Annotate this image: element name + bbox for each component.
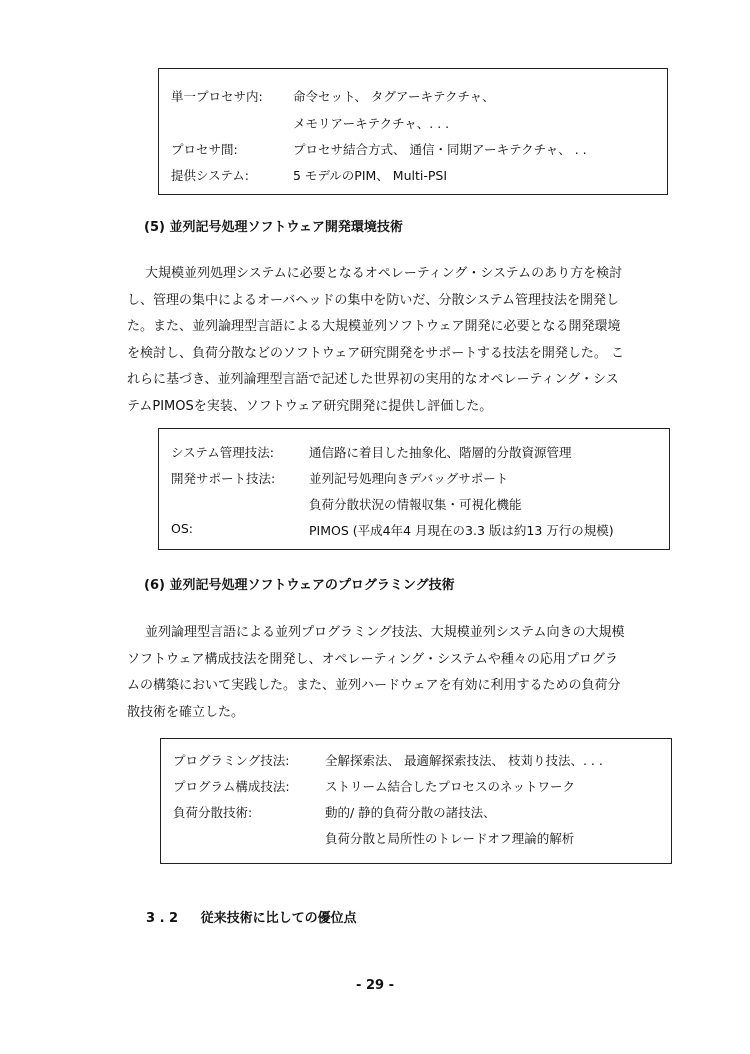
section-paragraph (127, 261, 687, 420)
row-value: 通信路に着目した抽象化、階層的分散資源管理 (309, 445, 572, 460)
row-value: 全解探索法、 最適解探索技法、 枝苅り技法、. . . (325, 753, 603, 768)
box-row (161, 803, 671, 827)
row-label: プロセサ間: (171, 142, 238, 157)
row-value: プロセサ結合方式、 通信・同期アーキテクチャ、 . . (293, 142, 587, 157)
section-paragraph (127, 620, 687, 726)
section-heading: (5) 並列記号処理ソフトウェア開発環境技術 (144, 220, 403, 235)
paragraph-line: を検討し、負荷分散などのソフトウェア研究開発をサポートする技法を開発した。 こ (127, 345, 624, 361)
paragraph-line: ソフトウェア構成技法を開発し、オペレーティング・システムや種々の応用プログラ (127, 651, 618, 667)
software-environment-box (158, 428, 670, 550)
box-row (159, 87, 667, 111)
row-label: 負荷分散技術: (173, 805, 253, 820)
subsection-heading (146, 907, 357, 926)
row-label: OS: (171, 521, 193, 536)
paragraph-line: テムPIMOSを実装、ソフトウェア研究開発に提供し評価した。 (127, 398, 493, 414)
row-value: 並列記号処理向きデバッグサポート (309, 471, 509, 486)
box-row (159, 166, 667, 190)
box-row (161, 751, 671, 775)
box-row (159, 140, 667, 164)
box-row (159, 469, 669, 493)
box-row (159, 114, 667, 138)
box-row (159, 495, 669, 519)
row-value: 命令セット、 タグアーキテクチャ、 (293, 89, 495, 104)
paragraph-line: し、管理の集中によるオーバヘッドの集中を防いだ、分散システム管理技法を開発し (127, 292, 620, 308)
paragraph-line: た。また、並列論理型言語による大規模並列ソフトウェア開発に必要となる開発環境 (127, 319, 621, 334)
row-label: 提供システム: (171, 168, 249, 183)
row-value: 負荷分散状況の情報収集・可視化機能 (309, 497, 522, 512)
paragraph-line: 並列論理型言語による並列プログラミング技法、大規模並列システム向きの大規模 (145, 625, 625, 640)
row-label: システム管理技法: (171, 445, 274, 460)
box-row (161, 777, 671, 801)
box-row (159, 443, 669, 467)
row-value: 動的/ 静的負荷分散の諸技法、 (325, 805, 496, 820)
section-heading: (6) 並列記号処理ソフトウェアのプログラミング技術 (144, 578, 455, 593)
row-value: メモリアーキテクチャ、. . . (293, 116, 450, 131)
paragraph-line: れらに基づき、並列論理型言語で記述した世界初の実用的なオペレーティング・シス (127, 372, 619, 387)
row-value: PIMOS (平成4年4 月現在の3.3 版は約13 万行の規模) (309, 523, 614, 538)
row-value: ストリーム結合したプロセスのネットワーク (325, 779, 576, 794)
box-row (161, 829, 671, 853)
page-number: - 29 - (356, 978, 394, 993)
row-label: 開発サポート技法: (171, 471, 276, 486)
row-value: 負荷分散と局所性のトレードオフ理論的解析 (325, 831, 575, 846)
row-label: プログラミング技法: (173, 753, 290, 768)
row-value: 5 モデルのPIM、 Multi-PSI (293, 168, 448, 183)
processor-technology-box (158, 68, 668, 195)
row-label: プログラム構成技法: (173, 779, 290, 794)
subsection-number: 3 . 2 (146, 911, 179, 926)
paragraph-line: ムの構築において実践した。また、並列ハードウェアを有効に利用するための負荷分 (127, 678, 621, 693)
subsection-title: 従来技術に比しての優位点 (200, 911, 357, 926)
box-row (159, 521, 669, 545)
programming-technology-box (160, 738, 672, 864)
paragraph-line: 散技術を確立した。 (127, 704, 245, 720)
paragraph-line: 大規模並列処理システムに必要となるオペレーティング・システムのあり方を検討 (145, 266, 623, 281)
row-label: 単一プロセサ内: (171, 89, 263, 104)
